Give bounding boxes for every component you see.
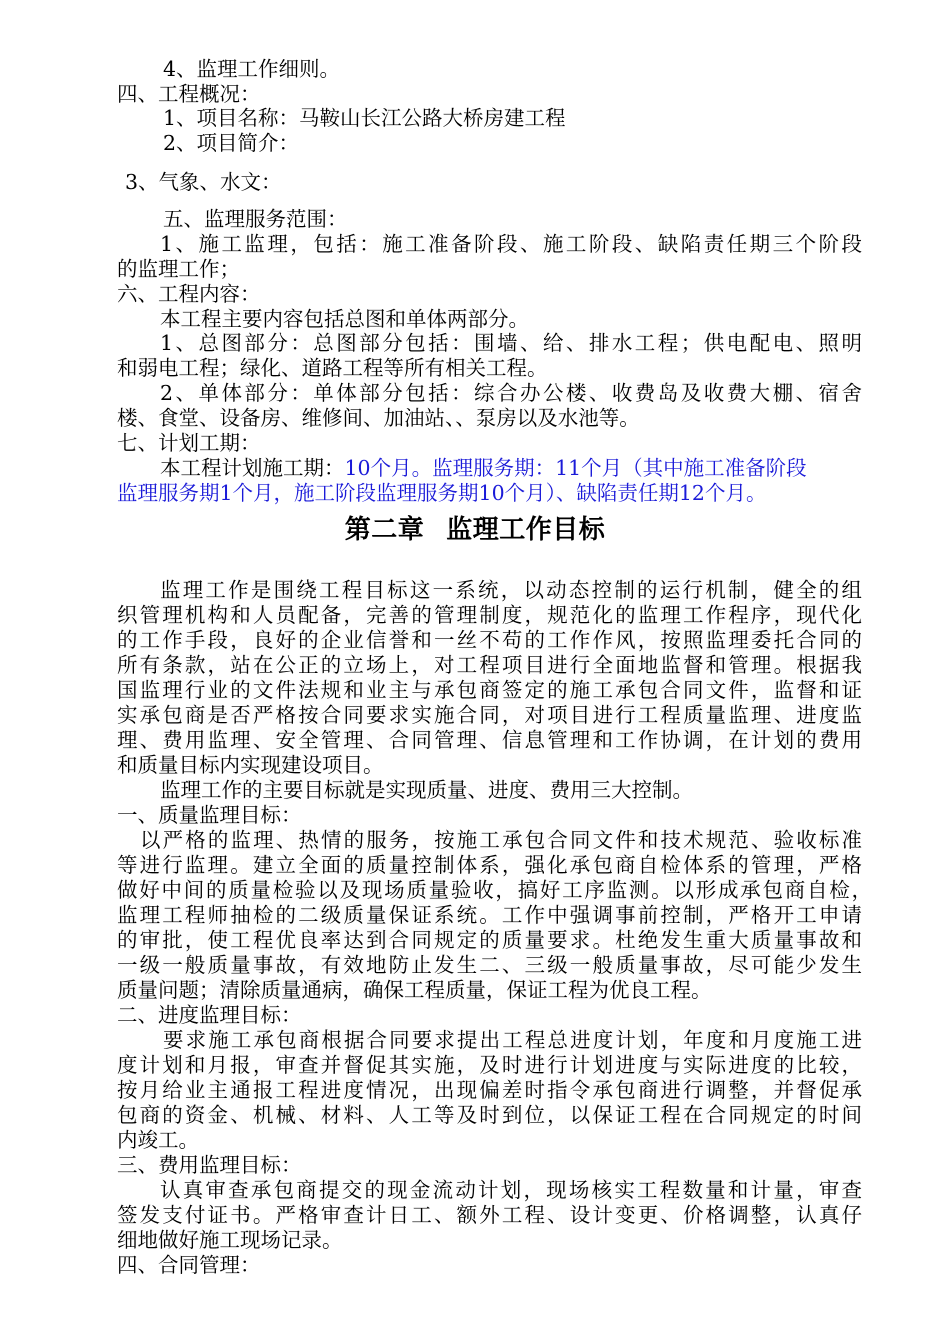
list-item-project-name: 1、项目名称：马鞍山长江公路大桥房建工程: [163, 106, 566, 130]
paragraph-line: 的监理工作；: [117, 257, 240, 281]
heading-project-overview: 四、工程概况：: [117, 82, 261, 106]
paragraph-line: 监理工程师抽检的二级质量保证系统。工作中强调事前控制，严格开工申请: [117, 903, 862, 927]
heading-quality-goal: 一、质量监理目标：: [117, 803, 302, 827]
paragraph-line: 按月给业主通报工程进度情况，出现偏差时指令承包商进行调整，并督促承: [117, 1078, 862, 1102]
paragraph-line: 内竣工。: [117, 1128, 199, 1152]
paragraph-line: 所有条款，站在公正的立场上，对工程项目进行全面地监督和管理。根据我: [117, 653, 862, 677]
paragraph-line: 和质量目标内实现建设项目。: [117, 753, 384, 777]
paragraph-line: 要求施工承包商根据合同要求提出工程总进度计划，年度和月度施工进: [163, 1028, 862, 1052]
chapter-title: 监理工作目标: [446, 515, 606, 545]
paragraph-line: 本工程主要内容包括总图和单体两部分。: [160, 307, 529, 331]
paragraph-line: 织管理机构和人员配备，完善的管理制度，规范化的监理工作程序，现代化: [117, 603, 862, 627]
heading-contract-management: 四、合同管理：: [117, 1253, 261, 1277]
paragraph-line: 以严格的监理、热情的服务，按施工承包合同文件和技术规范、验收标准: [140, 828, 862, 852]
paragraph-line-schedule: [160, 456, 862, 481]
paragraph-line: 1、施工监理，包括：施工准备阶段、施工阶段、缺陷责任期三个阶段: [160, 232, 862, 256]
paragraph-line: 的审批，使工程优良率达到合同规定的质量要求。杜绝发生重大质量事故和: [117, 928, 862, 952]
paragraph-line: 一级一般质量事故，有效地防止发生二、三级一般质量事故，尽可能少发生: [117, 953, 862, 977]
paragraph-line: 包商的资金、机械、材料、人工等及时到位，以保证工程在合同规定的时间: [117, 1103, 862, 1127]
paragraph-line: 做好中间的质量检验以及现场质量验收，搞好工序监测。以形成承包商自检，: [117, 878, 872, 902]
chapter-number: 第二章: [344, 515, 425, 545]
paragraph-line: 2、单体部分：单体部分包括：综合办公楼、收费岛及收费大棚、宿舍: [160, 381, 862, 405]
chapter-heading: [0, 513, 950, 547]
heading-work-content: 六、工程内容：: [117, 282, 261, 306]
paragraph-line: 质量问题；清除质量通病，确保工程质量，保证工程为优良工程。: [117, 978, 712, 1002]
list-item-work-rules: 4、监理工作细则。: [163, 57, 341, 81]
heading-planned-schedule: 七、计划工期：: [117, 431, 261, 455]
paragraph-line: 国监理行业的文件法规和业主与承包商签定的施工承包合同文件，监督和证: [117, 678, 862, 702]
paragraph-line: 细地做好施工现场记录。: [117, 1228, 343, 1252]
paragraph-line: 实承包商是否严格按合同要求实施合同，对项目进行工程质量监理、进度监: [117, 703, 862, 727]
paragraph-line: 度计划和月报，审查并督促其实施，及时进行计划进度与实际进度的比较，: [117, 1053, 862, 1077]
list-item-project-intro: 2、项目简介：: [163, 131, 300, 155]
list-item-weather-hydrology: 3、气象、水文：: [125, 170, 282, 194]
paragraph-line: 认真审查承包商提交的现金流动计划，现场核实工程数量和计量，审查: [160, 1178, 862, 1202]
paragraph-line: 等进行监理。建立全面的质量控制体系，强化承包商自检体系的管理，严格: [117, 853, 862, 877]
schedule-highlight: 10个月。监理服务期：11个月（其中施工准备阶段: [344, 456, 807, 480]
paragraph-line: 的工作手段，良好的企业信誉和一丝不苟的工作作风，按照监理委托合同的: [117, 628, 862, 652]
paragraph-line: 签发支付证书。严格审查计日工、额外工程、设计变更、价格调整，认真仔: [117, 1203, 862, 1227]
paragraph-line: 楼、食堂、设备房、维修间、加油站、、泵房以及水池等。: [117, 406, 640, 430]
paragraph-line: 和弱电工程；绿化、道路工程等所有相关工程。: [117, 356, 548, 380]
paragraph-line: 理、费用监理、安全管理、合同管理、信息管理和工作协调，在计划的费用: [117, 728, 862, 752]
paragraph-line: 监理工作是围绕工程目标这一系统，以动态控制的运行机制，健全的组: [160, 578, 862, 602]
heading-service-scope: 五、监理服务范围：: [163, 207, 348, 231]
heading-cost-goal: 三、费用监理目标：: [117, 1153, 302, 1177]
schedule-highlight-line: 监理服务期1个月，施工阶段监理服务期10个月）、缺陷责任期12个月。: [117, 481, 767, 505]
paragraph-line: 监理工作的主要目标就是实现质量、进度、费用三大控制。: [160, 778, 693, 802]
schedule-label: 本工程计划施工期：: [160, 456, 345, 480]
paragraph-line: 1、总图部分：总图部分包括：围墙、给、排水工程；供电配电、照明: [160, 331, 862, 355]
heading-schedule-goal: 二、进度监理目标：: [117, 1003, 302, 1027]
